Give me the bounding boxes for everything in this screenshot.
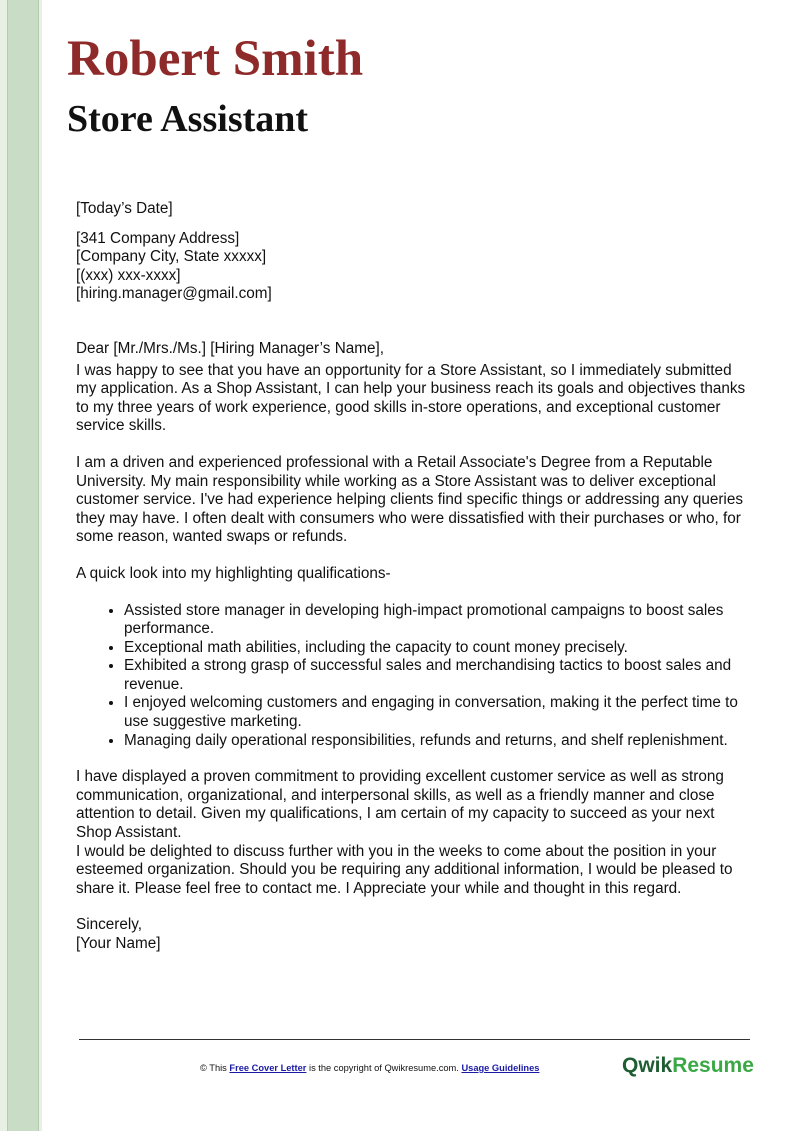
salutation: Dear [Mr./Mrs./Ms.] [Hiring Manager’s Name], bbox=[76, 339, 384, 357]
qualifications-intro: A quick look into my highlighting qualifications- bbox=[76, 564, 391, 582]
sidebar-stripe bbox=[7, 0, 39, 1131]
letter-date: [Today’s Date] bbox=[76, 200, 173, 217]
paragraph-experience: I am a driven and experienced professional with a Retail Associate's Degree from a Reputable University. My main responsibility while working as a Store Assistant was to deliver exceptional customer service. I've had experience helping clients find specific things or addressing any queries they may have. I often dealt with consumers who were dissatisfied with their purchases or who, for some reason, wanted swaps or refunds. bbox=[76, 453, 743, 546]
paragraph-commitment: I have displayed a proven commitment to providing excellent customer service as well as strong communication, organizational, and interpersonal skills, as well as a friendly manner and close attention to detail. Given my qualifications, I am certain of my capacity to succeed as your next Shop Assistant. bbox=[76, 768, 724, 842]
address-line: [341 Company Address] bbox=[76, 229, 240, 247]
address-line: [(xxx) xxx-xxxx] bbox=[76, 266, 181, 284]
free-cover-letter-link[interactable]: Free Cover Letter bbox=[229, 1063, 307, 1073]
footer-middle: is the copyright of Qwikresume.com. bbox=[306, 1063, 462, 1073]
list-item: • Assisted store manager in developing high-impact promotional campaigns to boost sales performance. bbox=[124, 602, 748, 639]
list-item: • Exhibited a strong grasp of successful sales and merchandising tactics to boost sales and revenue. bbox=[124, 657, 748, 694]
recipient-address bbox=[76, 230, 748, 304]
paragraph-intro: I was happy to see that you have an opportunity for a Store Assistant, so I immediately submitted my application. As a Shop Assistant, I can help your business reach its goals and objectives thanks to my three years of work experience, good skills in-store operations, and exceptional customer service skills. bbox=[76, 361, 746, 435]
sidebar-decoration bbox=[0, 0, 42, 1131]
qualifications-list bbox=[76, 602, 748, 751]
usage-guidelines-link[interactable]: Usage Guidelines bbox=[461, 1063, 540, 1073]
list-item: • I enjoyed welcoming customers and engaging in conversation, making it the perfect time to use suggestive marketing. bbox=[124, 694, 748, 731]
qwikresume-logo[interactable] bbox=[622, 1053, 754, 1079]
paragraph-closing: I would be delighted to discuss further with you in the weeks to come about the position in your esteemed organization. Should you be requiring any additional information, I would be pleased to share it. Please feel free to contact me. I Appreciate your while and thought in this regard. bbox=[76, 842, 733, 897]
footer-prefix: © This bbox=[200, 1063, 230, 1073]
address-line: [Company City, State xxxxx] bbox=[76, 248, 267, 266]
list-item: • Managing daily operational responsibilities, refunds and returns, and shelf replenishment. bbox=[124, 732, 748, 751]
logo-part-qwik: Qwik bbox=[622, 1054, 673, 1077]
logo-part-resume: Resume bbox=[672, 1054, 754, 1077]
letter-body bbox=[76, 200, 748, 954]
list-item: • Exceptional math abilities, including the capacity to count money precisely. bbox=[124, 639, 748, 658]
address-line: [hiring.manager@gmail.com] bbox=[76, 285, 272, 303]
candidate-name: Robert Smith bbox=[67, 31, 364, 87]
job-title: Store Assistant bbox=[67, 98, 309, 140]
signature: [Your Name] bbox=[76, 935, 161, 952]
closing: Sincerely, bbox=[76, 916, 143, 934]
footer-divider bbox=[79, 1039, 750, 1040]
footer-copyright bbox=[200, 1062, 539, 1074]
